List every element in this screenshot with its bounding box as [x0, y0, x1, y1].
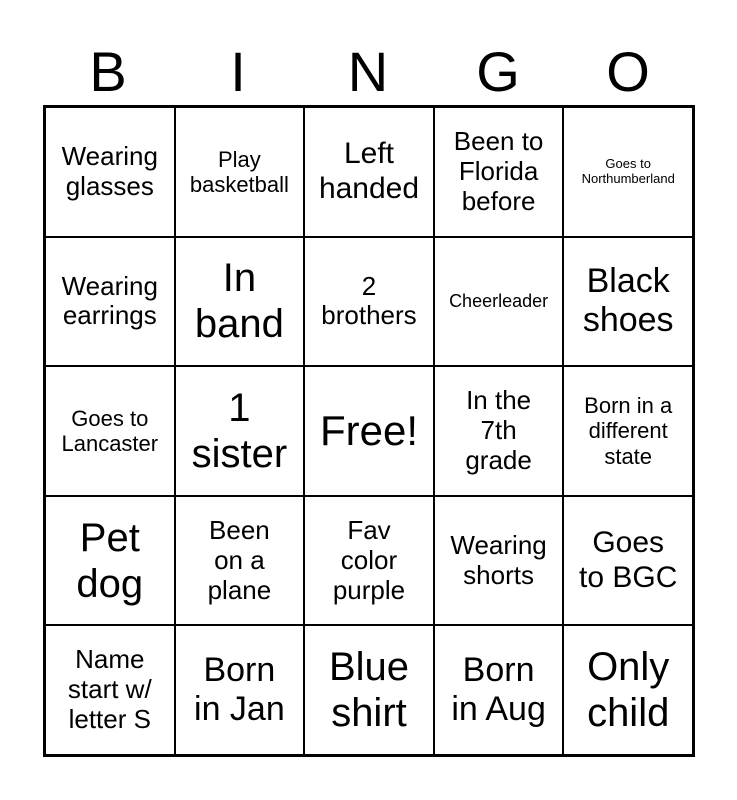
- cell-text: Goes to BGC: [579, 526, 678, 594]
- bingo-cell[interactable]: [175, 366, 305, 496]
- bingo-cell[interactable]: [45, 496, 175, 626]
- cell-text: 1 sister: [191, 385, 288, 476]
- bingo-cell[interactable]: [434, 366, 564, 496]
- bingo-cell[interactable]: [563, 625, 693, 755]
- cell-text: In the 7th grade: [465, 385, 532, 475]
- header-letter-n: N: [347, 40, 389, 103]
- bingo-header: [43, 40, 693, 104]
- header-letter-i: I: [230, 40, 246, 103]
- cell-text: Goes to Northumberland: [581, 155, 675, 186]
- cell-text: Wearing glasses: [61, 140, 158, 201]
- cell-text: Name start w/ letter S: [67, 644, 152, 735]
- cell-text: Been on a plane: [207, 514, 272, 605]
- free-space-cell[interactable]: [304, 366, 434, 496]
- cell-text: In band: [194, 256, 284, 347]
- cell-text: Born in a different state: [584, 393, 673, 469]
- bingo-cell[interactable]: [563, 496, 693, 626]
- cell-text: Play basketball: [189, 146, 289, 197]
- bingo-cell[interactable]: [45, 107, 175, 237]
- bingo-cell[interactable]: [45, 366, 175, 496]
- cell-text: Been to Florida before: [453, 125, 544, 216]
- bingo-cell[interactable]: [434, 496, 564, 626]
- bingo-cell[interactable]: [304, 107, 434, 237]
- bingo-board: [43, 105, 695, 757]
- bingo-cell[interactable]: [175, 625, 305, 755]
- bingo-cell[interactable]: [304, 237, 434, 367]
- cell-text: Born in Jan: [194, 651, 285, 729]
- bingo-cell[interactable]: [563, 107, 693, 237]
- cell-text: 2 brothers: [321, 270, 417, 331]
- bingo-cell[interactable]: [175, 237, 305, 367]
- bingo-cell[interactable]: [563, 366, 693, 496]
- cell-text: Goes to Lancaster: [61, 405, 159, 456]
- free-space-text: Free!: [319, 406, 418, 454]
- cell-text: Black shoes: [582, 262, 674, 340]
- cell-text: Wearing shorts: [450, 529, 547, 590]
- cell-text: Cheerleader: [449, 291, 549, 312]
- cell-text: Pet dog: [76, 515, 144, 606]
- bingo-cell[interactable]: [434, 107, 564, 237]
- bingo-cell[interactable]: [45, 237, 175, 367]
- bingo-cell[interactable]: [45, 625, 175, 755]
- bingo-cell[interactable]: [175, 107, 305, 237]
- header-letter-g: G: [476, 40, 520, 103]
- cell-text: Blue shirt: [328, 645, 410, 736]
- header-letter-b: B: [89, 40, 127, 103]
- header-letter-o: O: [606, 40, 650, 103]
- bingo-cell[interactable]: [175, 496, 305, 626]
- cell-text: Only child: [587, 645, 670, 736]
- bingo-cell[interactable]: [304, 625, 434, 755]
- bingo-cell[interactable]: [304, 496, 434, 626]
- bingo-cell[interactable]: [434, 625, 564, 755]
- cell-text: Fav color purple: [332, 514, 406, 605]
- bingo-cell[interactable]: [563, 237, 693, 367]
- cell-text: Born in Aug: [451, 651, 546, 729]
- cell-text: Left handed: [318, 137, 420, 205]
- bingo-cell[interactable]: [434, 237, 564, 367]
- cell-text: Wearing earrings: [61, 270, 158, 331]
